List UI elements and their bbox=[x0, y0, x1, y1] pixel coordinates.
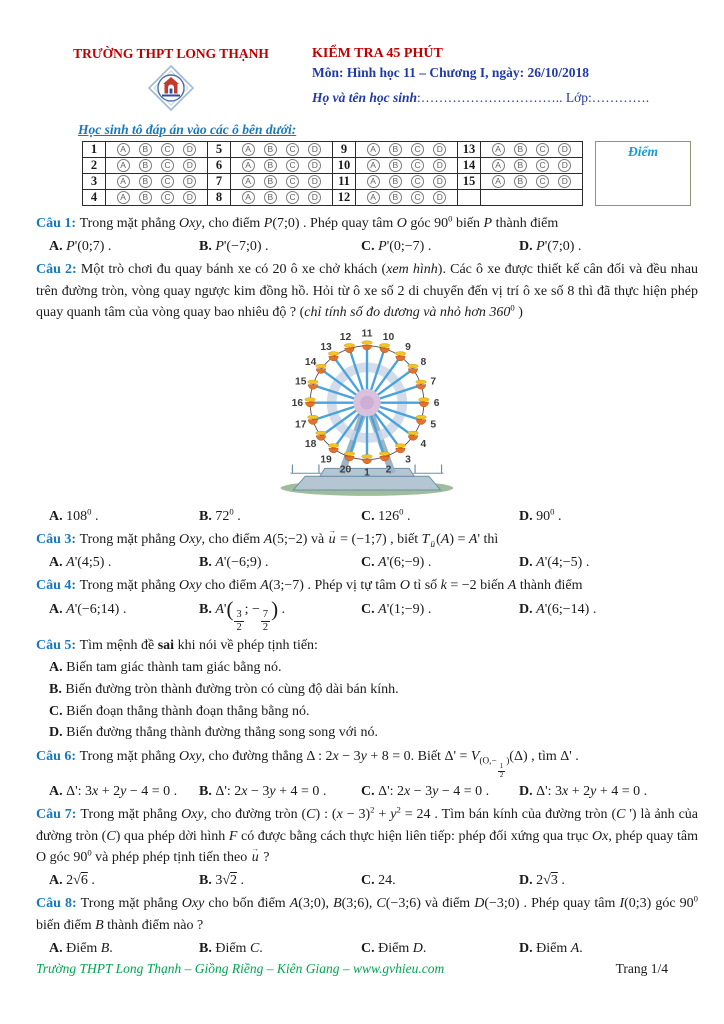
school-logo-icon bbox=[36, 65, 306, 116]
bubble-q15-B[interactable]: B bbox=[514, 175, 527, 188]
bubble-q3-A[interactable]: A bbox=[117, 175, 130, 188]
question-3-option-C: C. A'(6;−9) . bbox=[361, 555, 432, 571]
header-right bbox=[306, 46, 698, 116]
question-3 bbox=[36, 529, 698, 573]
question-3-option-B: B. A'(−6;9) . bbox=[199, 555, 269, 571]
svg-text:8: 8 bbox=[420, 357, 427, 369]
bubble-q6-D[interactable]: D bbox=[308, 159, 321, 172]
exam-subtitle: Môn: Hình học 11 – Chương I, ngày: 26/10/2018 bbox=[312, 65, 589, 80]
bubble-q7-C[interactable]: C bbox=[286, 175, 299, 188]
grid-bubble-cell bbox=[481, 190, 583, 206]
grid-number-cell: 11 bbox=[333, 174, 356, 190]
bubble-q11-C[interactable]: C bbox=[411, 175, 424, 188]
question-2-option-C: C. $126^0$ . bbox=[361, 506, 411, 525]
question-7-body: Câu 7: Trong mặt phẳng Oxy, cho đường tròn (C) : $(x - 3)^2 + y^2 = 24$ . Tìm bán kính của đường tròn (C ') là ảnh của đường tròn (C) qua phép dời hình F có được bằng cách thực hiện liên tiếp: phép đối xứng qua trục Ox, phép quay tâm O góc $90^0$ và phép phép tịnh tiến theo u → ? bbox=[36, 804, 698, 868]
school-name: TRƯỜNG THPT LONG THẠNH bbox=[73, 46, 269, 61]
question-7-option-D: D. 2√3 . bbox=[519, 873, 565, 889]
question-8-option-A: A. Điểm B. bbox=[49, 940, 113, 956]
option-letter: D. bbox=[519, 239, 537, 255]
svg-text:13: 13 bbox=[320, 341, 332, 353]
option-letter: A. bbox=[49, 509, 67, 525]
svg-text:16: 16 bbox=[291, 398, 304, 410]
grid-number-cell: 10 bbox=[333, 158, 356, 174]
option-letter: D. bbox=[519, 940, 537, 956]
bubble-q14-C[interactable]: C bbox=[536, 159, 549, 172]
svg-text:19: 19 bbox=[320, 454, 332, 466]
question-8-options bbox=[36, 938, 698, 959]
bubble-q6-A[interactable]: A bbox=[242, 159, 255, 172]
bubble-q5-D[interactable]: D bbox=[308, 143, 321, 156]
bubble-q7-A[interactable]: A bbox=[242, 175, 255, 188]
question-7-options bbox=[36, 870, 698, 891]
svg-text:6: 6 bbox=[433, 398, 440, 410]
question-2-option-D: D. $90^0$ . bbox=[519, 506, 562, 525]
bubble-q2-C[interactable]: C bbox=[161, 159, 174, 172]
bubble-q9-B[interactable]: B bbox=[389, 143, 402, 156]
bubble-q8-C[interactable]: C bbox=[286, 191, 299, 204]
svg-text:20: 20 bbox=[339, 464, 352, 476]
grid-bubble-cell bbox=[106, 190, 208, 206]
grid-number-cell: 14 bbox=[458, 158, 481, 174]
bubble-q7-B[interactable]: B bbox=[264, 175, 277, 188]
question-6-options bbox=[36, 781, 698, 802]
bubble-q8-A[interactable]: A bbox=[242, 191, 255, 204]
bubble-q5-B[interactable]: B bbox=[264, 143, 277, 156]
bubble-q9-C[interactable]: C bbox=[411, 143, 424, 156]
class-blank[interactable]: Lớp:…………. bbox=[562, 90, 650, 105]
bubble-q12-A[interactable]: A bbox=[367, 191, 380, 204]
grid-bubble-cell bbox=[356, 190, 458, 206]
bubble-q13-D[interactable]: D bbox=[558, 143, 571, 156]
bubble-q8-D[interactable]: D bbox=[308, 191, 321, 204]
bubble-q5-A[interactable]: A bbox=[242, 143, 255, 156]
option-letter: C. bbox=[361, 555, 379, 571]
grid-number-cell: 15 bbox=[458, 174, 481, 190]
question-6-option-D: D. Δ': 3x + 2y + 4 = 0 . bbox=[519, 784, 648, 800]
option-letter: C. bbox=[361, 873, 379, 889]
question-4-label: Câu 4: bbox=[36, 578, 80, 594]
option-letter: C. bbox=[361, 509, 379, 525]
bubble-q5-C[interactable]: C bbox=[286, 143, 299, 156]
question-8 bbox=[36, 893, 698, 959]
option-letter: B. bbox=[49, 681, 66, 697]
option-letter: D. bbox=[49, 725, 67, 741]
question-4-option-C: C. A'(1;−9) . bbox=[361, 601, 432, 617]
question-5-label: Câu 5: bbox=[36, 638, 80, 654]
student-name-blank[interactable]: :………………………….. bbox=[417, 90, 563, 105]
page-footer bbox=[36, 961, 698, 1015]
grid-number-cell: 12 bbox=[333, 190, 356, 206]
option-letter: D. bbox=[519, 555, 537, 571]
bubble-q3-D[interactable]: D bbox=[183, 175, 196, 188]
score-label: Điểm bbox=[628, 144, 658, 159]
bubble-q1-A[interactable]: A bbox=[117, 143, 130, 156]
question-2 bbox=[36, 259, 698, 527]
question-1-options bbox=[36, 236, 698, 257]
option-letter: D. bbox=[519, 873, 537, 889]
svg-text:12: 12 bbox=[339, 331, 352, 343]
bubble-q13-B[interactable]: B bbox=[514, 143, 527, 156]
question-2-options bbox=[36, 506, 698, 527]
question-5-option-C: C. Biến đoạn thẳng thành đoạn thẳng bằng nó. bbox=[49, 703, 310, 719]
option-letter: B. bbox=[199, 873, 216, 889]
grid-number-cell: 2 bbox=[83, 158, 106, 174]
page-header bbox=[36, 46, 698, 116]
bubble-q2-A[interactable]: A bbox=[117, 159, 130, 172]
option-letter: A. bbox=[49, 601, 67, 617]
grid-bubble-cell bbox=[106, 174, 208, 190]
bubble-q6-C[interactable]: C bbox=[286, 159, 299, 172]
score-box bbox=[595, 141, 691, 206]
bubble-q15-D[interactable]: D bbox=[558, 175, 571, 188]
option-letter: A. bbox=[49, 555, 67, 571]
option-letter: D. bbox=[519, 601, 537, 617]
svg-text:5: 5 bbox=[430, 419, 437, 431]
question-1-body: Câu 1: Trong mặt phẳng Oxy, cho điểm P(7;0) . Phép quay tâm O góc $90^0$ biến P thành điểm bbox=[36, 213, 559, 231]
bubble-q14-B[interactable]: B bbox=[514, 159, 527, 172]
question-8-option-C: C. Điểm D. bbox=[361, 940, 427, 956]
svg-text:7: 7 bbox=[430, 376, 437, 388]
question-8-body: Câu 8: Trong mặt phẳng Oxy cho bốn điểm A(3;0), B(3;6), C(−3;6) và điểm D(−3;0) . Phép quay tâm I(0;3) góc $90^0$ biến điểm B thành điểm nào ? bbox=[36, 893, 699, 933]
bubble-q8-B[interactable]: B bbox=[264, 191, 277, 204]
grid-number-cell: 5 bbox=[208, 142, 231, 158]
question-3-label: Câu 3: bbox=[36, 532, 80, 548]
svg-text:17: 17 bbox=[295, 419, 307, 431]
bubble-q10-A[interactable]: A bbox=[367, 159, 380, 172]
question-6-label: Câu 6: bbox=[36, 749, 80, 765]
bubble-q12-C[interactable]: C bbox=[411, 191, 424, 204]
grid-number-cell: 3 bbox=[83, 174, 106, 190]
bubble-q4-D[interactable]: D bbox=[183, 191, 196, 204]
bubble-q4-B[interactable]: B bbox=[139, 191, 152, 204]
svg-text:2: 2 bbox=[385, 464, 392, 476]
header-left bbox=[36, 46, 306, 116]
question-2-body: Câu 2: Một trò chơi đu quay bánh xe có 20 ô xe chở khách (xem hình). Các ô xe được thiết kế cân đối và đều nhau trên đường tròn, vòng quay ngược kim đồng hồ. Hỏi từ ô xe số 2 di chuyển đến vị trí ô xe số 8 thì đã thực hiện phép quay quanh tâm của vòng quay bao nhiêu độ ? (chỉ tính số đo dương và nhỏ hơn $360^0$ ) bbox=[36, 262, 698, 320]
option-letter: B. bbox=[199, 239, 216, 255]
question-5-body: Câu 5: Tìm mệnh đề sai khi nói về phép tịnh tiến: bbox=[36, 638, 318, 654]
bubble-q4-C[interactable]: C bbox=[161, 191, 174, 204]
question-4-body: Câu 4: Trong mặt phẳng Oxy cho điểm A(3;−7) . Phép vị tự tâm O tỉ số k = −2 biến A thành điểm bbox=[36, 578, 583, 594]
svg-text:18: 18 bbox=[304, 439, 317, 451]
question-4-option-D: D. A'(6;−14) . bbox=[519, 601, 597, 617]
bubble-q3-C[interactable]: C bbox=[161, 175, 174, 188]
student-name-label: Họ và tên học sinh bbox=[312, 90, 418, 105]
question-3-option-A: A. A'(4;5) . bbox=[49, 555, 112, 571]
svg-text:4: 4 bbox=[420, 439, 427, 451]
bubble-q1-D[interactable]: D bbox=[183, 143, 196, 156]
exam-title: KIỂM TRA 45 PHÚT bbox=[312, 46, 443, 61]
question-7-option-B: B. 3√2 . bbox=[199, 873, 245, 889]
bubble-q6-B[interactable]: B bbox=[264, 159, 277, 172]
bubble-q11-D[interactable]: D bbox=[433, 175, 446, 188]
bubble-q14-D[interactable]: D bbox=[558, 159, 571, 172]
question-2-label: Câu 2: bbox=[36, 262, 81, 278]
grid-bubble-cell bbox=[231, 142, 333, 158]
option-letter: B. bbox=[199, 555, 216, 571]
bubble-q13-A[interactable]: A bbox=[492, 143, 505, 156]
bubble-q7-D[interactable]: D bbox=[308, 175, 321, 188]
question-7-option-C: C. 24. bbox=[361, 873, 396, 889]
option-letter: A. bbox=[49, 784, 67, 800]
option-letter: C. bbox=[361, 239, 379, 255]
grid-bubble-cell bbox=[356, 174, 458, 190]
bubble-q10-C[interactable]: C bbox=[411, 159, 424, 172]
bubble-q12-B[interactable]: B bbox=[389, 191, 402, 204]
question-8-label: Câu 8: bbox=[36, 896, 81, 912]
option-letter: B. bbox=[199, 509, 216, 525]
bubble-q1-C[interactable]: C bbox=[161, 143, 174, 156]
bubble-q15-C[interactable]: C bbox=[536, 175, 549, 188]
bubble-q1-B[interactable]: B bbox=[139, 143, 152, 156]
question-1-option-D: D. P'(7;0) . bbox=[519, 239, 582, 255]
question-1-label: Câu 1: bbox=[36, 216, 80, 231]
grid-number-cell: 4 bbox=[83, 190, 106, 206]
question-3-option-D: D. A'(4;−5) . bbox=[519, 555, 590, 571]
question-1-option-A: A. P'(0;7) . bbox=[49, 239, 112, 255]
grid-number-cell: 6 bbox=[208, 158, 231, 174]
grid-bubble-cell bbox=[106, 142, 208, 158]
option-letter: C. bbox=[49, 703, 67, 719]
grid-number-cell: 8 bbox=[208, 190, 231, 206]
question-3-body: Câu 3: Trong mặt phẳng Oxy, cho điểm A(5;−2) và u → = (−1;7) , biết Tu(A) = A' thì bbox=[36, 529, 698, 550]
svg-text:11: 11 bbox=[361, 328, 373, 340]
option-letter: A. bbox=[49, 940, 67, 956]
question-4 bbox=[36, 575, 698, 633]
option-letter: C. bbox=[361, 601, 379, 617]
page-number: Trang 1/4 bbox=[615, 960, 668, 976]
grid-number-cell bbox=[458, 190, 481, 206]
option-letter: B. bbox=[199, 784, 216, 800]
option-letter: B. bbox=[199, 601, 216, 617]
grid-number-cell: 7 bbox=[208, 174, 231, 190]
bubble-q11-A[interactable]: A bbox=[367, 175, 380, 188]
option-letter: A. bbox=[49, 873, 67, 889]
question-1-option-B: B. P'(−7;0) . bbox=[199, 239, 269, 255]
question-5-options bbox=[36, 657, 698, 744]
svg-text:1: 1 bbox=[364, 467, 370, 479]
grid-bubble-cell bbox=[231, 190, 333, 206]
question-6-option-C: C. Δ': 2x − 3y − 4 = 0 . bbox=[361, 784, 490, 800]
option-letter: A. bbox=[49, 660, 67, 676]
bubble-q13-C[interactable]: C bbox=[536, 143, 549, 156]
question-1-option-C: C. P'(0;−7) . bbox=[361, 239, 432, 255]
grid-bubble-cell bbox=[231, 158, 333, 174]
option-letter: B. bbox=[199, 940, 216, 956]
bubble-q10-D[interactable]: D bbox=[433, 159, 446, 172]
grid-bubble-cell bbox=[481, 142, 583, 158]
answer-grid bbox=[82, 141, 583, 206]
question-5-option-B: B. Biến đường tròn thành đường tròn có cùng độ dài bán kính. bbox=[49, 681, 399, 697]
question-6-option-B: B. Δ': 2x − 3y + 4 = 0 . bbox=[199, 784, 327, 800]
question-1 bbox=[36, 213, 698, 257]
question-6-option-A: A. Δ': 3x + 2y − 4 = 0 . bbox=[49, 784, 178, 800]
question-8-option-B: B. Điểm C. bbox=[199, 940, 263, 956]
bubble-q10-B[interactable]: B bbox=[389, 159, 402, 172]
question-4-option-B: B. A'( $\frac{3}{2}$ ; − $\frac{7}{2}$ ) . bbox=[199, 596, 286, 633]
question-2-option-A: A. $108^0$ . bbox=[49, 506, 99, 525]
questions-container bbox=[36, 213, 698, 961]
grid-bubble-cell bbox=[356, 158, 458, 174]
bubble-q11-B[interactable]: B bbox=[389, 175, 402, 188]
footer-school-line: Trường THPT Long Thạnh – Giồng Riềng – Kiên Giang – www.gvhieu.com bbox=[36, 960, 445, 976]
option-letter: D. bbox=[519, 509, 537, 525]
option-letter: C. bbox=[361, 940, 379, 956]
question-5-option-A: A. Biến tam giác thành tam giác bằng nó. bbox=[49, 660, 282, 676]
question-5 bbox=[36, 635, 698, 744]
question-7-option-A: A. 2√6 . bbox=[49, 873, 95, 889]
bubble-q15-A[interactable]: A bbox=[492, 175, 505, 188]
svg-text:15: 15 bbox=[295, 376, 307, 388]
bubble-q2-D[interactable]: D bbox=[183, 159, 196, 172]
option-letter: C. bbox=[361, 784, 379, 800]
question-5-option-D: D. Biến đường thẳng thành đường thẳng song song với nó. bbox=[49, 725, 379, 741]
grid-bubble-cell bbox=[356, 142, 458, 158]
svg-text:3: 3 bbox=[405, 454, 411, 466]
bubble-q9-D[interactable]: D bbox=[433, 143, 446, 156]
question-3-options bbox=[36, 552, 698, 573]
question-4-option-A: A. A'(−6;14) . bbox=[49, 601, 127, 617]
bubble-q9-A[interactable]: A bbox=[367, 143, 380, 156]
question-6-body: Câu 6: Trong mặt phẳng Oxy, cho đường thẳng Δ : 2x − 3y + 8 = 0. Biết $\Delta' = V_{(O,-}$ $\frac{1}{2}$ $_)$(Δ) , tìm Δ' . bbox=[36, 749, 579, 779]
grid-bubble-cell bbox=[481, 174, 583, 190]
option-letter: D. bbox=[519, 784, 537, 800]
question-4-options bbox=[36, 596, 698, 633]
grid-bubble-cell bbox=[231, 174, 333, 190]
bubble-q14-A[interactable]: A bbox=[492, 159, 505, 172]
grid-bubble-cell bbox=[106, 158, 208, 174]
bubble-q4-A[interactable]: A bbox=[117, 191, 130, 204]
ferris-wheel-figure bbox=[36, 324, 698, 504]
fill-instruction: Học sinh tô đáp án vào các ô bên dưới: bbox=[78, 122, 297, 137]
bubble-q12-D[interactable]: D bbox=[433, 191, 446, 204]
question-6 bbox=[36, 746, 698, 802]
question-7 bbox=[36, 804, 698, 891]
svg-text:10: 10 bbox=[382, 331, 395, 343]
answer-sheet-section bbox=[82, 141, 698, 206]
grid-number-cell: 13 bbox=[458, 142, 481, 158]
grid-number-cell: 1 bbox=[83, 142, 106, 158]
question-2-option-B: B. $72^0$ . bbox=[199, 506, 241, 525]
grid-bubble-cell bbox=[481, 158, 583, 174]
option-letter: A. bbox=[49, 239, 67, 255]
student-info-line bbox=[312, 90, 698, 106]
bubble-q3-B[interactable]: B bbox=[139, 175, 152, 188]
bubble-q2-B[interactable]: B bbox=[139, 159, 152, 172]
grid-number-cell: 9 bbox=[333, 142, 356, 158]
svg-text:14: 14 bbox=[304, 357, 317, 369]
question-7-label: Câu 7: bbox=[36, 807, 81, 823]
svg-text:9: 9 bbox=[405, 341, 411, 353]
question-8-option-D: D. Điểm A. bbox=[519, 940, 583, 956]
